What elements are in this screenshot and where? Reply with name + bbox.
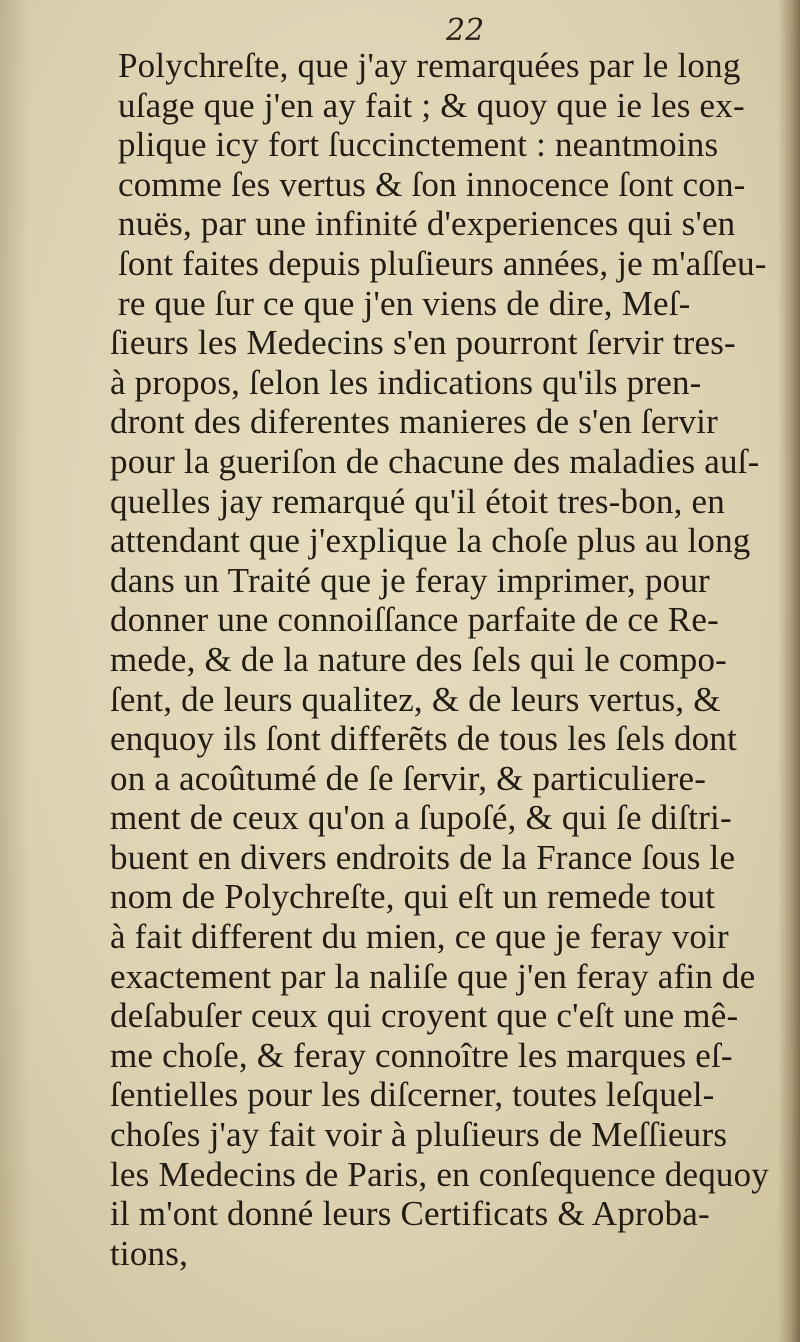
text-line: plique icy fort ſuccinctement : neantmoins [118,125,719,165]
text-line: deſabuſer ceux qui croyent que c'eſt une mê- [110,996,739,1036]
text-line: les Medecins de Paris, en conſequence dequoy [110,1154,770,1194]
text-line: Polychreſte, que j'ay remarquées par le long [118,46,741,85]
page-gutter-shadow [0,0,30,1342]
text-line: nom de Polychreſte, qui eſt un remede tout [110,877,716,917]
text-line: dront des diferentes manieres de s'en ſervir [110,402,718,442]
text-line: pour la gueriſon de chacune des maladies auſ- [110,441,760,481]
text-line: quelles jay remarqué qu'il étoit tres-bon, en [110,481,725,521]
text-line: comme ſes vertus & ſon innocence ſont con- [118,164,746,204]
text-line: buent en divers endroits de la France ſous le [110,837,736,877]
text-line: ſent, de leurs qualitez, & de leurs vertus, & [110,679,721,719]
text-line: ment de ceux qu'on a ſupoſé, & qui ſe diſtri- [110,798,732,838]
body-text [104,46,794,1273]
text-line: attendant que j'explique la choſe plus au long [110,521,751,561]
text-line: uſage que j'en ay fait ; & quoy que ie les ex- [118,85,745,125]
text-line: choſes j'ay fait voir à pluſieurs de Meſſieurs [110,1115,728,1155]
text-line: ſieurs les Medecins s'en pourront ſervir tres- [110,323,736,363]
text-line: donner une connoiſſance parfaite de ce Re- [110,600,719,640]
text-line: tions, [110,1233,189,1273]
text-line: ſentielles pour les diſcerner, toutes leſquel- [110,1075,715,1115]
text-line: mede, & de la nature des ſels qui le compo- [110,639,728,679]
text-line: à fait different du mien, ce que je feray voir [110,917,729,957]
text-line: me choſe, & feray connoître les marques eſ- [110,1035,733,1075]
text-line: ſont faites depuis pluſieurs années, je m'aſſeu- [118,243,767,283]
text-line: à propos, ſelon les indications qu'ils pren- [110,362,702,402]
text-line: dans un Traité que je feray imprimer, pour [110,560,710,600]
text-line: nuës, par une infinité d'experiences qui s'en [118,204,736,244]
text-line: exactement par la naliſe que j'en feray afin de [110,956,756,996]
text-line: on a acoûtumé de ſe ſervir, & particuliere- [110,758,707,798]
text-line: il m'ont donné leurs Certificats & Aproba- [110,1194,710,1234]
text-line: re que ſur ce que j'en viens de dire, Meſ- [118,283,691,323]
text-line: enquoy ils ſont differẽts de tous les ſels dont [110,719,738,759]
page-number: 22 [446,13,485,48]
